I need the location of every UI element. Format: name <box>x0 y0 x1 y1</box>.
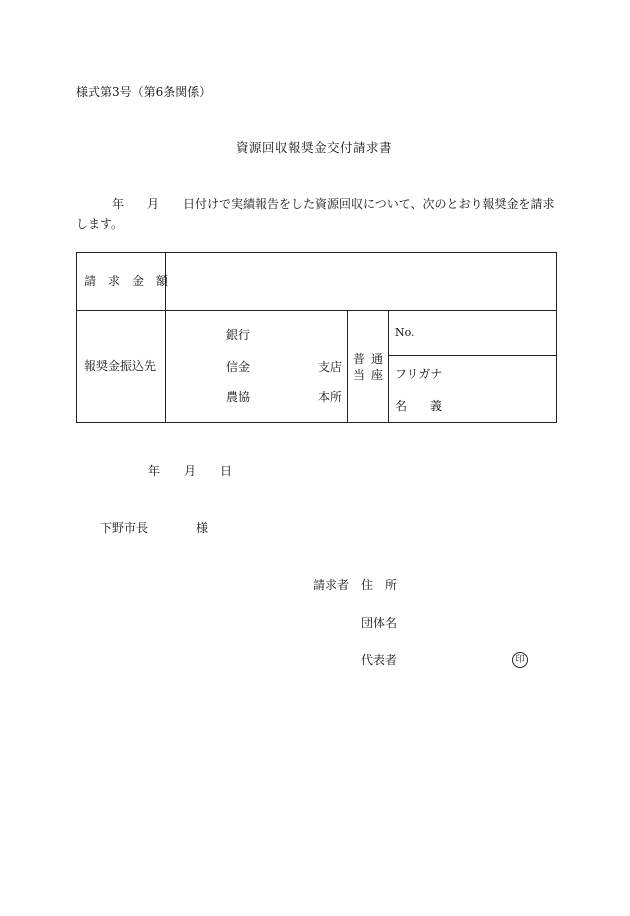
furigana-label: フリガナ <box>395 367 443 381</box>
requester-address-label: 住 所 <box>361 578 398 592</box>
date-year: 年 <box>148 464 161 478</box>
bank-label: 銀行 <box>226 328 251 342</box>
requester-representative-label: 代表者 <box>361 653 398 667</box>
intro-line2: します。 <box>76 217 124 231</box>
shinkin-label: 信金 <box>226 360 251 374</box>
addressee-name: 下野市長 <box>100 521 149 535</box>
seal-mark: 印 <box>512 652 528 668</box>
date-day: 日 <box>220 464 233 478</box>
intro-line1-rest: 日付けで実績報告をした資源回収について、次のとおり報奨金を請求 <box>183 197 555 211</box>
form-number: 様式第3号（第6条関係） <box>76 85 212 99</box>
payee-label: 報奨金振込先 <box>84 359 157 373</box>
intro-month: 月 <box>147 197 160 211</box>
branch-label: 支店 <box>318 360 343 374</box>
nokyo-label: 農協 <box>226 390 251 404</box>
requester-group-name-label: 団体名 <box>361 616 398 630</box>
table-type-divider <box>388 310 389 422</box>
intro-year: 年 <box>112 197 125 211</box>
addressee-honorific: 様 <box>196 521 209 535</box>
date-month: 月 <box>184 464 197 478</box>
table-row-divider <box>77 310 556 311</box>
toza-label: 当 <box>353 368 366 382</box>
document-title: 資源回収報奨金交付請求書 <box>236 140 393 155</box>
account-name-gi-label: 義 <box>430 399 443 413</box>
futsu-label: 普 <box>353 352 366 366</box>
table-bank-divider <box>347 310 348 422</box>
table-account-divider <box>388 355 556 356</box>
za-label: 座 <box>371 368 384 382</box>
requester-label: 請求者 <box>313 578 350 592</box>
payment-table <box>76 252 557 423</box>
account-name-mei-label: 名 <box>395 399 408 413</box>
claim-amount-label: 請 求 金 額 <box>84 274 169 288</box>
account-number-label: No. <box>395 326 415 339</box>
head-office-label: 本所 <box>318 390 343 404</box>
tsu-label: 通 <box>371 352 384 366</box>
